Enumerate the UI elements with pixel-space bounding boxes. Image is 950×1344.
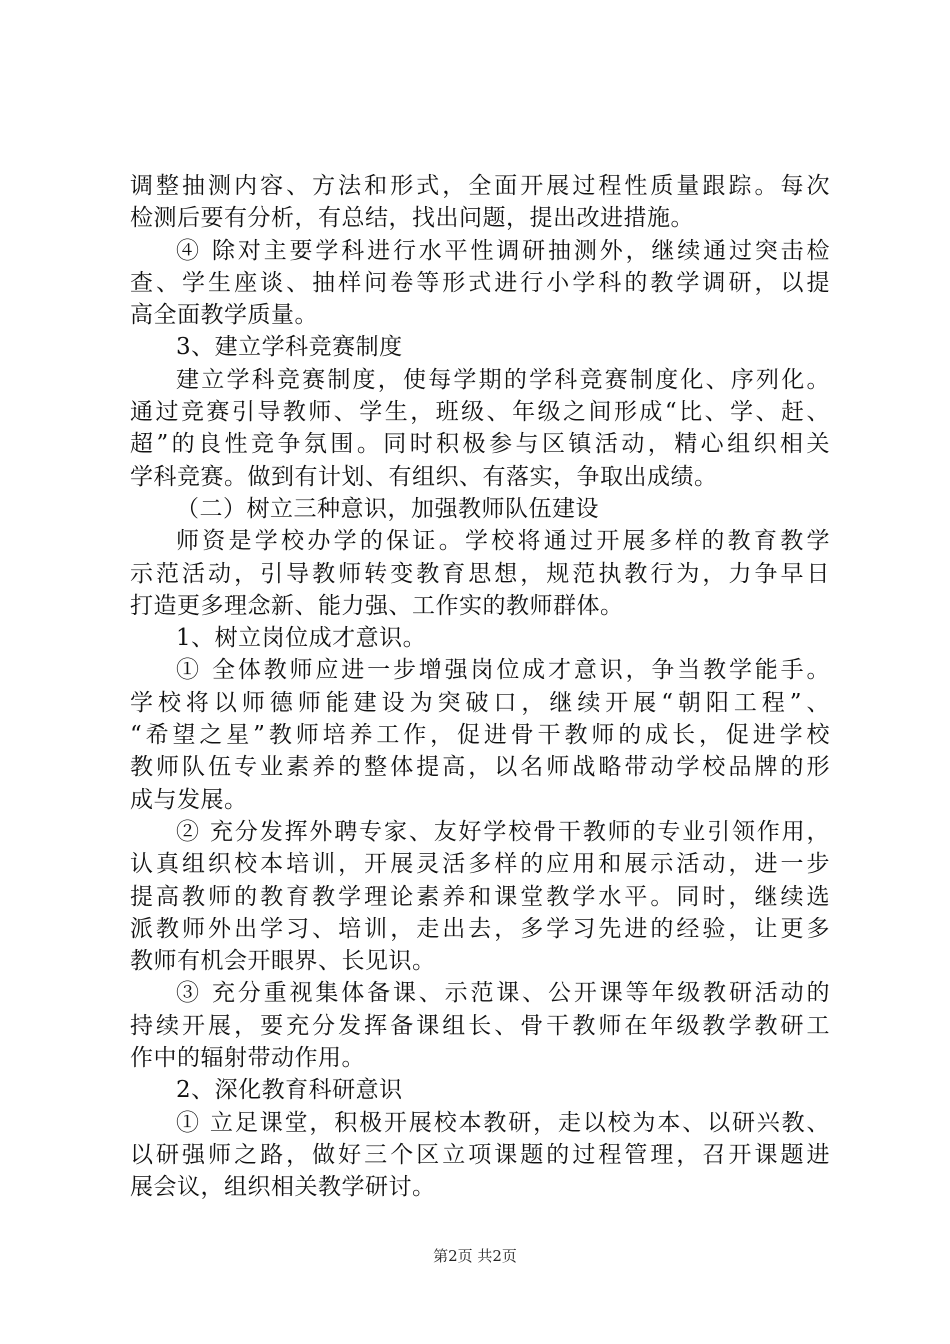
text-line: 教师队伍专业素养的整体提高，以名师战略带动学校品牌的形	[130, 754, 830, 781]
text-line: 学科竞赛。做到有计划、有组织、有落实，争取出成绩。	[130, 463, 718, 490]
text-line: 教师有机会开眼界、长见识。	[130, 948, 436, 975]
text-line: 师资是学校办学的保证。学校将通过开展多样的教育教学	[176, 528, 830, 555]
text-line: ② 充分发挥外聘专家、友好学校骨干教师的专业引领作用，	[176, 818, 830, 845]
text-line: 建立学科竞赛制度，使每学期的学科竞赛制度化、序列化。	[176, 366, 830, 393]
text-line: 认真组织校本培训，开展灵活多样的应用和展示活动，进一步	[130, 851, 830, 878]
text-line: 展会议，组织相关教学研讨。	[130, 1174, 436, 1201]
text-line: （二）树立三种意识，加强教师队伍建设	[176, 495, 599, 522]
text-line: ① 立足课堂，积极开展校本教研，走以校为本、以研兴教、	[176, 1109, 830, 1136]
text-line: 作中的辐射带动作用。	[130, 1045, 365, 1072]
text-line: 高全面教学质量。	[130, 302, 318, 329]
text-line: 学校将以师德师能建设为突破口，继续开展“朝阳工程”、	[130, 689, 830, 716]
text-line: 调整抽测内容、方法和形式，全面开展过程性质量跟踪。每次	[130, 173, 830, 199]
document-body	[130, 170, 830, 1204]
text-line: 查、学生座谈、抽样问卷等形式进行小学科的教学调研，以提	[130, 269, 830, 296]
text-line: 2、深化教育科研意识	[176, 1077, 403, 1104]
text-line: 通过竞赛引导教师、学生，班级、年级之间形成“比、学、赶、	[130, 399, 830, 426]
text-line: ③ 充分重视集体备课、示范课、公开课等年级教研活动的	[176, 980, 830, 1007]
text-line: 派教师外出学习、培训，走出去，多学习先进的经验，让更多	[130, 915, 830, 942]
text-line: 1、树立岗位成才意识。	[176, 625, 427, 652]
text-line: ④ 除对主要学科进行水平性调研抽测外，继续通过突击检	[176, 237, 830, 264]
text-line: 3、建立学科竞赛制度	[176, 334, 403, 361]
text-line: 以研强师之路，做好三个区立项课题的过程管理，召开课题进	[130, 1141, 830, 1168]
text-line: 检测后要有分析，有总结，找出问题，提出改进措施。	[130, 205, 694, 232]
page-footer: 第2页 共2页	[433, 1247, 517, 1265]
text-line: 提高教师的教育教学理论素养和课堂教学水平。同时，继续选	[130, 883, 830, 910]
text-line: “希望之星”教师培养工作，促进骨干教师的成长，促进学校	[130, 722, 830, 749]
text-line: 持续开展，要充分发挥备课组长、骨干教师在年级教学教研工	[130, 1012, 830, 1039]
text-line: 成与发展。	[130, 786, 248, 813]
text-line: 打造更多理念新、能力强、工作实的教师群体。	[130, 592, 624, 619]
text-line: 示范活动，引导教师转变教育思想，规范执教行为，力争早日	[130, 560, 830, 587]
text-line: ① 全体教师应进一步增强岗位成才意识，争当教学能手。	[176, 657, 830, 684]
text-line: 超”的良性竞争氛围。同时积极参与区镇活动，精心组织相关	[130, 431, 830, 458]
